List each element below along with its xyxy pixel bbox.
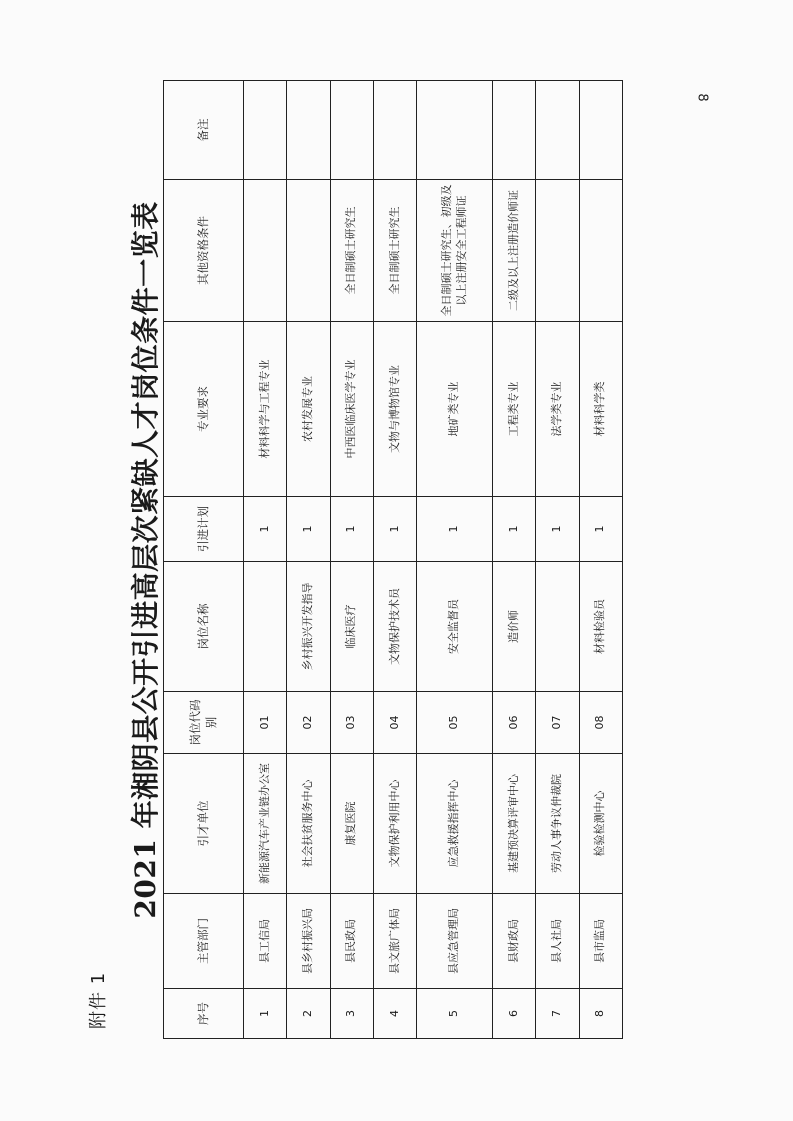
cell-major: 工程类专业 <box>492 322 535 497</box>
cell-position-name: 文物保护技术员 <box>373 562 416 692</box>
table-row <box>492 81 535 1039</box>
cell-plan: 1 <box>579 497 622 562</box>
cell-index: 4 <box>373 989 416 1039</box>
cell-position-name: 安全监督员 <box>417 562 493 692</box>
cell-remarks <box>244 81 287 180</box>
cell-unit: 劳动人事争议仲裁院 <box>536 754 579 894</box>
table-header-row <box>164 81 244 1039</box>
header-plan: 引进计划 <box>164 497 244 562</box>
cell-major: 中西医临床医学专业 <box>330 322 373 497</box>
cell-position-code: 07 <box>536 692 579 754</box>
header-qualifications: 其他资格条件 <box>164 180 244 322</box>
cell-index: 2 <box>287 989 330 1039</box>
cell-position-name: 材料检验员 <box>579 562 622 692</box>
cell-major: 法学类专业 <box>536 322 579 497</box>
cell-plan: 1 <box>417 497 493 562</box>
cell-major: 地矿类专业 <box>417 322 493 497</box>
cell-unit: 应急救援指挥中心 <box>417 754 493 894</box>
cell-index: 8 <box>579 989 622 1039</box>
cell-remarks <box>417 81 493 180</box>
cell-unit: 社会扶贫服务中心 <box>287 754 330 894</box>
cell-position-name <box>536 562 579 692</box>
cell-remarks <box>287 81 330 180</box>
cell-department: 县文旅广体局 <box>373 894 416 989</box>
cell-index: 5 <box>417 989 493 1039</box>
cell-plan: 1 <box>287 497 330 562</box>
table-row <box>579 81 622 1039</box>
page-number: 8 <box>694 93 710 102</box>
cell-index: 1 <box>244 989 287 1039</box>
cell-position-name: 乡村振兴开发指导 <box>287 562 330 692</box>
cell-qualifications: 全日制硕士研究生、初级及以上注册安全工程师证 <box>417 180 493 322</box>
header-major: 专业要求 <box>164 322 244 497</box>
cell-department: 县应急管理局 <box>417 894 493 989</box>
cell-position-code: 01 <box>244 692 287 754</box>
cell-position-name: 临床医疗 <box>330 562 373 692</box>
table-row <box>373 81 416 1039</box>
cell-position-code: 08 <box>579 692 622 754</box>
header-unit: 引才单位 <box>164 754 244 894</box>
cell-qualifications <box>244 180 287 322</box>
document-title: 2021 年湘阴县公开引进高层次紧缺人才岗位条件一览表 <box>129 201 162 919</box>
cell-major: 文物与博物馆专业 <box>373 322 416 497</box>
cell-position-code: 06 <box>492 692 535 754</box>
attachment-label: 附件 1 <box>88 971 109 1029</box>
cell-major: 农村发展专业 <box>287 322 330 497</box>
cell-department: 县民政局 <box>330 894 373 989</box>
cell-position-code: 03 <box>330 692 373 754</box>
header-position-code: 岗位代码别 <box>164 692 244 754</box>
header-index: 序号 <box>164 989 244 1039</box>
cell-qualifications <box>579 180 622 322</box>
cell-unit: 新能源汽车产业链办公室 <box>244 754 287 894</box>
cell-position-name <box>244 562 287 692</box>
table-row <box>536 81 579 1039</box>
cell-position-name: 造价师 <box>492 562 535 692</box>
cell-plan: 1 <box>536 497 579 562</box>
cell-plan: 1 <box>492 497 535 562</box>
cell-unit: 基建预决算评审中心 <box>492 754 535 894</box>
cell-index: 6 <box>492 989 535 1039</box>
header-remarks: 备注 <box>164 81 244 180</box>
table-row <box>330 81 373 1039</box>
cell-remarks <box>536 81 579 180</box>
cell-qualifications <box>287 180 330 322</box>
cell-plan: 1 <box>330 497 373 562</box>
position-table <box>163 80 623 1039</box>
cell-qualifications <box>536 180 579 322</box>
cell-department: 县工信局 <box>244 894 287 989</box>
cell-qualifications: 二级及以上注册造价师证 <box>492 180 535 322</box>
table-row <box>417 81 493 1039</box>
cell-department: 县人社局 <box>536 894 579 989</box>
cell-department: 县乡村振兴局 <box>287 894 330 989</box>
cell-unit: 文物保护利用中心 <box>373 754 416 894</box>
cell-position-code: 02 <box>287 692 330 754</box>
cell-qualifications: 全日制硕士研究生 <box>373 180 416 322</box>
cell-department: 县市监局 <box>579 894 622 989</box>
cell-department: 县财政局 <box>492 894 535 989</box>
cell-index: 7 <box>536 989 579 1039</box>
cell-plan: 1 <box>373 497 416 562</box>
cell-qualifications: 全日制硕士研究生 <box>330 180 373 322</box>
cell-index: 3 <box>330 989 373 1039</box>
table-row <box>287 81 330 1039</box>
cell-major: 材料科学类 <box>579 322 622 497</box>
cell-major: 材料科学与工程专业 <box>244 322 287 497</box>
table-row <box>244 81 287 1039</box>
header-department: 主管部门 <box>164 894 244 989</box>
cell-remarks <box>492 81 535 180</box>
cell-unit: 康复医院 <box>330 754 373 894</box>
header-position-name: 岗位名称 <box>164 562 244 692</box>
cell-unit: 检验检测中心 <box>579 754 622 894</box>
cell-remarks <box>330 81 373 180</box>
cell-position-code: 04 <box>373 692 416 754</box>
cell-remarks <box>373 81 416 180</box>
cell-plan: 1 <box>244 497 287 562</box>
cell-position-code: 05 <box>417 692 493 754</box>
cell-remarks <box>579 81 622 180</box>
